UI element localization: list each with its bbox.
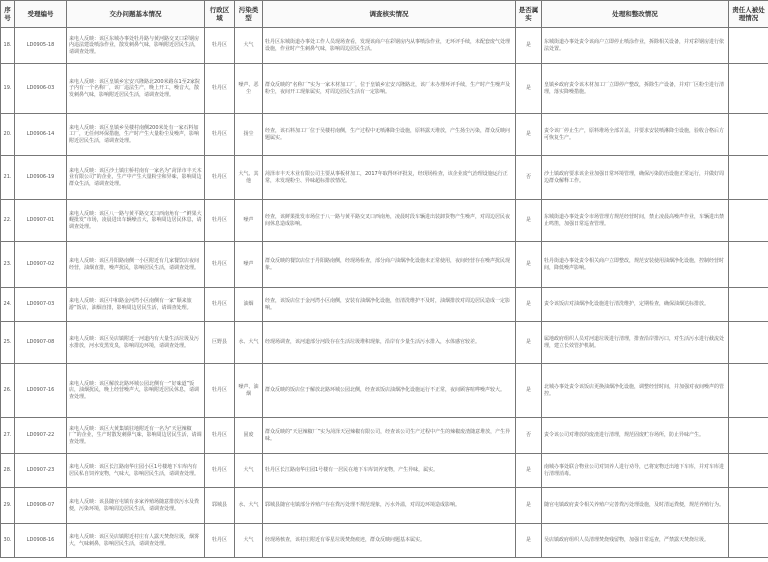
header-pollution: 污染类型 <box>235 1 263 28</box>
table-row <box>1 322 768 364</box>
cell-case-no: LD0907-01 <box>15 200 67 242</box>
cell-seq: 28. <box>1 454 15 488</box>
cell-accountability <box>729 418 768 454</box>
cell-case-no: LD0906-19 <box>15 156 67 200</box>
cell-case-no: LD0906-14 <box>15 114 67 156</box>
cell-basic: 来电人反映：该区皇镇乡吴楼村南侧200米处有一家石料加工厂，无任何环保措施，生产时产生大量粉尘及噪声，影响附近居民生活，请调查处理。 <box>67 114 205 156</box>
cell-investigation: 经查，该石料加工厂位于吴楼村南侧，生产过程中无喷淋降尘设施，原料露天堆放，产生扬尘污染，群众反映问题属实。 <box>263 114 516 156</box>
cell-district: 牡丹区 <box>205 524 235 558</box>
cell-seq: 27. <box>1 418 15 454</box>
cell-seq: 19. <box>1 64 15 114</box>
cell-basic: 来电人反映：该区丹阳路南侧一小区附近有几家餐饮店夜间经营，油烟直排，噪声扰民，影响居民生活，请调查处理。 <box>67 242 205 288</box>
cell-district: 牡丹区 <box>205 364 235 418</box>
cell-district: 牡丹区 <box>205 454 235 488</box>
cell-verified: 否 <box>516 156 542 200</box>
header-verified: 是否属实 <box>516 1 542 28</box>
cell-accountability <box>729 288 768 322</box>
table-row <box>1 242 768 288</box>
cell-accountability <box>729 114 768 156</box>
table-row <box>1 28 768 64</box>
cell-accountability <box>729 524 768 558</box>
cell-pollution: 噪声 <box>235 242 263 288</box>
cell-investigation: 牡丹区东城街道办事处工作人员现场查看，发现该商户在彩钢房内从事喷涂作业，无环评手续，未配套废气处理设施，作业时产生刺鼻气味，影响周边居民生活。 <box>263 28 516 64</box>
cell-verified: 是 <box>516 242 542 288</box>
cell-case-no: LD0908-07 <box>15 488 67 524</box>
cell-handling: 随官屯镇政府责令相关养殖户完善粪污处理设施，及时清运粪便，规范养殖行为。 <box>542 488 729 524</box>
cell-pollution: 大气、其他 <box>235 156 263 200</box>
cell-basic: 来电人反映：该区沙土镇庄桥村南有一家名为“菏泽市丰天木业有限公司”的企业，生产中产生大量粉尘和异味，影响周边群众生活，请调查处理。 <box>67 156 205 200</box>
cell-investigation: 经现场调查，该河道部分河段存在生活垃圾堆积现象，沿岸有少量生活污水排入，水体感官较差。 <box>263 322 516 364</box>
cell-handling: 属地政府组织人员对河道垃圾进行清理，排查沿岸排污口，对生活污水进行截流处理，建立长效管护机制。 <box>542 322 729 364</box>
cell-case-no: LD0907-03 <box>15 288 67 322</box>
cell-seq: 25. <box>1 322 15 364</box>
table-row <box>1 156 768 200</box>
cell-pollution: 大气 <box>235 454 263 488</box>
cell-accountability <box>729 322 768 364</box>
cell-handling: 吴店镇政府组织人员清理焚烧残留物，加强日常巡查，严禁露天焚烧垃圾。 <box>542 524 729 558</box>
cell-verified: 是 <box>516 322 542 364</box>
cell-accountability <box>729 242 768 288</box>
cell-basic: 来电人反映：该区吴店镇附近村庄有人露天焚烧垃圾，烟雾大，气味刺鼻，影响居民生活，请调查处理。 <box>67 524 205 558</box>
cell-case-no: LD0907-08 <box>15 322 67 364</box>
cell-pollution: 固废 <box>235 418 263 454</box>
cell-case-no: LD0907-02 <box>15 242 67 288</box>
cell-accountability <box>729 454 768 488</box>
cell-basic: 来电人反映：该区吴店镇附近一河道内有大量生活垃圾及污水排放，河水发黑发臭，影响周边环境，请调查处理。 <box>67 322 205 364</box>
header-seq: 序号 <box>1 1 15 28</box>
table-body <box>1 28 768 558</box>
cell-basic: 来电人反映：该区八一路与黄平路交叉口西南角有一“鲜果大蚬批发”市场，凌晨进出车辆噪音大，影响周边居民休息，请调查处理。 <box>67 200 205 242</box>
cell-handling: 南城办事处联合物业公司对饲养人进行劝导，已将宠物迁出地下车库，并对车库进行清理消毒。 <box>542 454 729 488</box>
cell-investigation: 经查，该鲜果批发市场位于八一路与黄平路交叉口西南角，凌晨时段车辆进出装卸货物产生噪声，对周边居民夜间休息造成影响。 <box>263 200 516 242</box>
cell-pollution: 噪声、恶尘 <box>235 64 263 114</box>
header-accountability: 责任人被处理情况 <box>729 1 768 28</box>
cell-investigation: 群众反映的“天冠辣椒厂”实为菏泽天冠辣椒有限公司，经查该公司生产过程中产生的辣椒废渣随意堆放，产生异味。 <box>263 418 516 454</box>
cell-pollution: 水、大气 <box>235 488 263 524</box>
cell-case-no: LD0907-23 <box>15 454 67 488</box>
table-row <box>1 524 768 558</box>
header-district: 行政区域 <box>205 1 235 28</box>
cell-handling: 责令该饭店对油烟净化设施进行清洗维护，定期检查，确保油烟达标排放。 <box>542 288 729 322</box>
cell-pollution: 油烟 <box>235 288 263 322</box>
table-row <box>1 418 768 454</box>
cell-case-no: LD0907-16 <box>15 364 67 418</box>
cell-seq: 30. <box>1 524 15 558</box>
cell-verified: 是 <box>516 524 542 558</box>
cell-investigation: 经查，该饭店位于金河湾小区南侧，安装有油烟净化设施，但清洗维护不及时，油烟排放对周边居民造成一定影响。 <box>263 288 516 322</box>
cell-seq: 22. <box>1 200 15 242</box>
table-row <box>1 114 768 156</box>
cell-seq: 29. <box>1 488 15 524</box>
cell-district: 牡丹区 <box>205 156 235 200</box>
cell-investigation: 牡丹区长江路南华庄园1号楼有一居民在地下车库饲养宠物，产生异味，属实。 <box>263 454 516 488</box>
header-row <box>1 1 768 28</box>
cell-case-no: LD0906-03 <box>15 64 67 114</box>
table-row <box>1 454 768 488</box>
cell-district: 牡丹区 <box>205 288 235 322</box>
cell-accountability <box>729 200 768 242</box>
cell-pollution: 大气 <box>235 524 263 558</box>
cell-handling: 责令该公司对堆放的废渣进行清理，规范固废贮存场所，防止异味产生。 <box>542 418 729 454</box>
cell-district: 巨野县 <box>205 322 235 364</box>
cell-handling: 北城办事处责令该饭店更换油烟净化设施，调整经营时间，并加强对夜间噪声的管控。 <box>542 364 729 418</box>
cell-investigation: 菏泽市丰天木业有限公司主要从事板材加工，2017年取得环评批复，经现场检查，该企业废气治理设施运行正常，未发现粉尘、异味超标排放情况。 <box>263 156 516 200</box>
cell-basic: 来电人反映：该区中和路金河湾小区南侧有一家“顺来旅游”饭店，油烟直排，影响周边居民生活，请调查处理。 <box>67 288 205 322</box>
cell-accountability <box>729 364 768 418</box>
table-row <box>1 200 768 242</box>
cell-investigation: 经现场核查，该村庄附近有零星垃圾焚烧痕迹，群众反映问题基本属实。 <box>263 524 516 558</box>
cell-handling: 皇镇乡政府责令该木材加工厂立即停产整改，拆除生产设备，并对厂区粉尘进行清理，落实降噪措施。 <box>542 64 729 114</box>
header-basic: 交办问题基本情况 <box>67 1 205 28</box>
cell-seq: 20. <box>1 114 15 156</box>
table-row <box>1 488 768 524</box>
header-handling: 处理和整改情况 <box>542 1 729 28</box>
cell-basic: 来电人反映：该县随官屯镇有多家养殖场随意排放污水及粪便，污染环境，影响周边居民生活，请调查处理。 <box>67 488 205 524</box>
header-case-no: 受理编号 <box>15 1 67 28</box>
cell-handling: 东城街道办事处责令市场管理方规范经营时间，禁止凌晨高噪声作业，车辆进出禁止鸣笛，加强日常巡查管理。 <box>542 200 729 242</box>
cell-seq: 24. <box>1 288 15 322</box>
cell-pollution: 噪声、油烟 <box>235 364 263 418</box>
cell-seq: 26. <box>1 364 15 418</box>
cell-district: 牡丹区 <box>205 64 235 114</box>
cell-district: 郓城县 <box>205 488 235 524</box>
header-investigation: 调查核实情况 <box>263 1 516 28</box>
cell-pollution: 水、大气 <box>235 322 263 364</box>
cell-verified: 是 <box>516 288 542 322</box>
cell-investigation: 群众反映的饭店位于解放北路环城公园北侧，经查该饭店油烟净化设施运行不正常，夜间顾客喧哗噪声较大。 <box>263 364 516 418</box>
cell-investigation: 群众反映的“名称厂”实为一家木材加工厂，位于皇镇乡宏安兴隆路北，该厂未办理环评手续，生产时产生噪声及粉尘，夜间开工现象属实，对周边居民生活有一定影响。 <box>263 64 516 114</box>
table-row <box>1 364 768 418</box>
cell-district: 牡丹区 <box>205 242 235 288</box>
cell-accountability <box>729 64 768 114</box>
cell-handling: 沙土镇政府要求该企业加强日常环境管理，确保污染防治设施正常运行，并做好周边群众解释工作。 <box>542 156 729 200</box>
cell-investigation: 郓城县随官屯镇部分养殖户存在粪污处理不规范现象，污水外溢，对周边环境造成影响。 <box>263 488 516 524</box>
cell-handling: 牡丹街道办事处责令相关商户立即整改，规范安装使用油烟净化设施，控制经营时间，降低噪声影响。 <box>542 242 729 288</box>
cell-district: 牡丹区 <box>205 114 235 156</box>
cell-handling: 东城街道办事处责令该商户立即停止喷涂作业，拆除相关设备，并对彩钢房进行依法处置。 <box>542 28 729 64</box>
cell-accountability <box>729 28 768 64</box>
cell-pollution: 大气 <box>235 28 263 64</box>
cell-district: 牡丹区 <box>205 200 235 242</box>
table-row <box>1 64 768 114</box>
cell-verified: 否 <box>516 418 542 454</box>
cell-seq: 23. <box>1 242 15 288</box>
cell-investigation: 群众反映的餐饮店位于丹阳路南侧，经现场检查，部分商户油烟净化设施未正常使用，夜间经营存在噪声扰民现象。 <box>263 242 516 288</box>
cell-verified: 是 <box>516 28 542 64</box>
cell-case-no: LD0907-22 <box>15 418 67 454</box>
cell-basic: 来电人反映：该区皇镇乡宏安兴隆路北200米路东1至2家院子内有一个名称厂，该厂违法生产，晚上开工，噪音大，散发刺鼻气味，影响附近居民生活，请调查处理。 <box>67 64 205 114</box>
cell-accountability <box>729 156 768 200</box>
cell-district: 牡丹区 <box>205 28 235 64</box>
cell-pollution: 噪声 <box>235 200 263 242</box>
cell-seq: 21. <box>1 156 15 200</box>
cell-accountability <box>729 488 768 524</box>
cell-basic: 来电人反映：该区解放北路环城公园北侧有一“好味道”饭店，油烟扰民，晚上经营噪声大，影响附近居民休息，请调查处理。 <box>67 364 205 418</box>
cell-basic: 来电人反映：该区大黄集镇驻地附近有一名为“天冠辣椒厂”的企业，生产时散发刺鼻气味，影响周边居民生活，请调查处理。 <box>67 418 205 454</box>
table-row <box>1 288 768 322</box>
cell-district: 牡丹区 <box>205 418 235 454</box>
cell-verified: 是 <box>516 114 542 156</box>
cell-basic: 来电人反映：该区长江路南华庄园小区1号楼地下车库内有居民私自饲养宠物，气味大，影响居民生活，请调查处理。 <box>67 454 205 488</box>
cell-verified: 是 <box>516 364 542 418</box>
cell-case-no: LD0908-16 <box>15 524 67 558</box>
cell-pollution: 扬尘 <box>235 114 263 156</box>
cell-basic: 来电人反映：该区东城办事处牡丹路与黄河路交叉口彩钢房内违法建设喷涂作业，散发刺鼻气味，影响附近居民生活，请调查处理。 <box>67 28 205 64</box>
cell-seq: 18. <box>1 28 15 64</box>
cell-verified: 是 <box>516 64 542 114</box>
cell-verified: 是 <box>516 200 542 242</box>
cell-case-no: LD0905-18 <box>15 28 67 64</box>
cell-handling: 责令该厂停止生产，原料堆场全部苫盖，并要求安装喷淋降尘设施，验收合格后方可恢复生产。 <box>542 114 729 156</box>
cell-verified: 是 <box>516 454 542 488</box>
cell-verified: 是 <box>516 488 542 524</box>
